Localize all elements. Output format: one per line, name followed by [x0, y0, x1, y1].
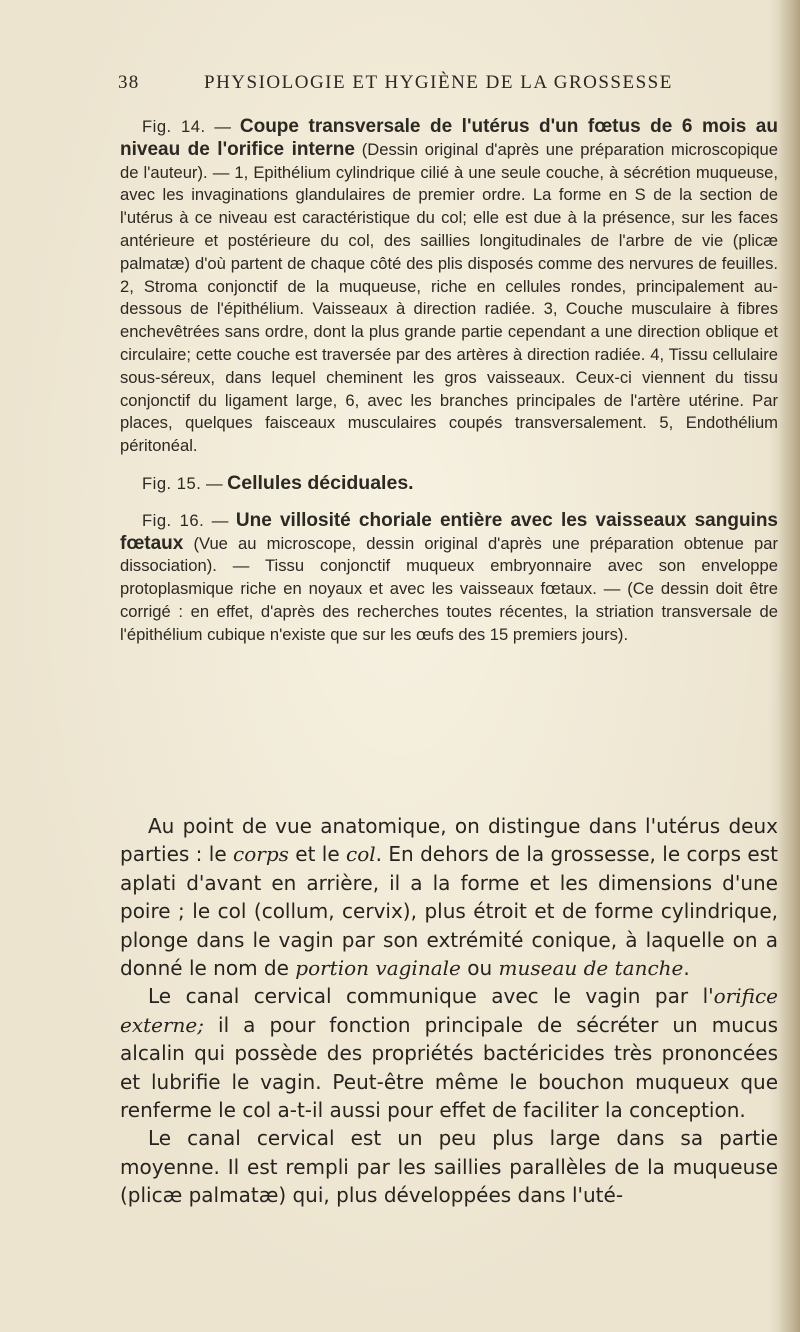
figure-number: Fig. 14. [142, 117, 206, 136]
term-corps: corps [233, 842, 289, 867]
text-run: . [683, 956, 690, 981]
term-orifice-externe: orifice externe; [120, 984, 778, 1037]
figure-captions [120, 116, 778, 647]
text-run: et le [288, 842, 347, 867]
figure-number: Fig. 15. [142, 473, 202, 493]
caption-fig-15 [120, 472, 778, 496]
text-run: ou [460, 956, 499, 981]
figure-title: Cellules déciduales. [227, 471, 414, 494]
text-run: Au point de vue anatomique, on distingue dans l'utérus deux parties : le [120, 814, 778, 867]
caption-dash: — [201, 473, 228, 493]
term-portion-vaginale: portion vaginale [295, 956, 461, 981]
caption-text: (Dessin original d'après une préparation microscopique de l'auteur). — 1, Epithélium cylindrique cilié à une seule couche, à sécrétion muqueuse, avec les invaginations glandulaires de premier ordre. La forme en S de la section de l'utérus à ce niveau est caractéristique du col; elle est due à la présence, sur les faces antérieure et postérieure du col, des saillies longitudinales de l'arbre de vie (plicæ palmatæ) d'où partent de chaque côté des plis disposés comme des nervures de feuilles. 2, Stroma conjonctif de la muqueuse, riche en cellules rondes, principalement au-dessous de l'épithélium. Vaisseaux à direction radiée. 3, Couche musculaire à fibres enchevêtrées sans ordre, dont la plus grande partie cependant a une direction oblique et circulaire; cette couche est traversée par des artères à direction radiée. 4, Tissu cellulaire sous-séreux, dans lequel cheminent les gros vaisseaux. Ceux-ci viennent du tissu conjonctif du ligament large, 6, avec les branches principales de l'artère utérine. Par places, quelques faisceaux musculaires coupés transversalement. 5, Endothélium péritonéal. [120, 139, 778, 456]
text-run: Le canal cervical communique avec le vagin par l' [148, 984, 714, 1009]
page-edge-shadow [778, 0, 800, 1332]
caption-fig-14 [120, 116, 778, 458]
term-col: col [346, 842, 376, 867]
figure-number: Fig. 16. [142, 510, 205, 530]
caption-fig-16 [120, 510, 778, 647]
page-number: 38 [118, 72, 140, 93]
caption-dash: — [205, 117, 240, 136]
figure-title: Coupe transversale de l'utérus d'un fœtus de 6 mois au niveau de l'orifice interne [120, 116, 778, 160]
running-title: PHYSIOLOGIE ET HYGIÈNE DE LA GROSSESSE [204, 72, 673, 93]
body-text [120, 812, 778, 1210]
text-run: . En dehors de la grossesse, le corps est aplati d'avant en arrière, il a la forme et les dimensions d'une poire ; le col (collum, cervix), plus étroit et de forme cylindrique, plonge dans le vagin par son extrémité conique, à laquelle on a donné le nom de [120, 842, 779, 981]
caption-text: (Vue au microscope, dessin original d'après une préparation obtenue par dissociation). — Tissu conjonctif muqueux embryonnaire avec son enveloppe protoplasmique riche en noyaux et avec les vaisseaux fœtaux. — (Ce dessin doit être corrigé : en effet, d'après des recherches toutes récentes, la striation transversale de l'épithélium cubique n'existe que sur les œufs des 15 premiers jours). [120, 533, 778, 644]
figure-title: Une villosité choriale entière avec les vaisseaux sanguins fœtaux [120, 509, 778, 554]
text-run: Le canal cervical est un peu plus large dans sa partie moyenne. Il est rempli par les saillies parallèles de la muqueuse (plicæ palmatæ) qui, plus développées dans l'uté- [120, 1126, 778, 1208]
caption-dash: — [204, 510, 236, 530]
paragraph-canal-width [120, 1124, 778, 1209]
paragraph-anatomy [120, 812, 778, 982]
paragraph-cervical-canal [120, 982, 778, 1124]
running-header [118, 72, 778, 104]
term-museau-de-tanche: museau de tanche [498, 956, 684, 981]
text-run: il a pour fonction principale de sécréter un mucus alcalin qui possède des propriétés bactéricides très prononcées et lubrifie le vagin. Peut-être même le bouchon muqueux que renferme le col a-t-il aussi pour effet de faciliter la conception. [120, 1012, 778, 1123]
